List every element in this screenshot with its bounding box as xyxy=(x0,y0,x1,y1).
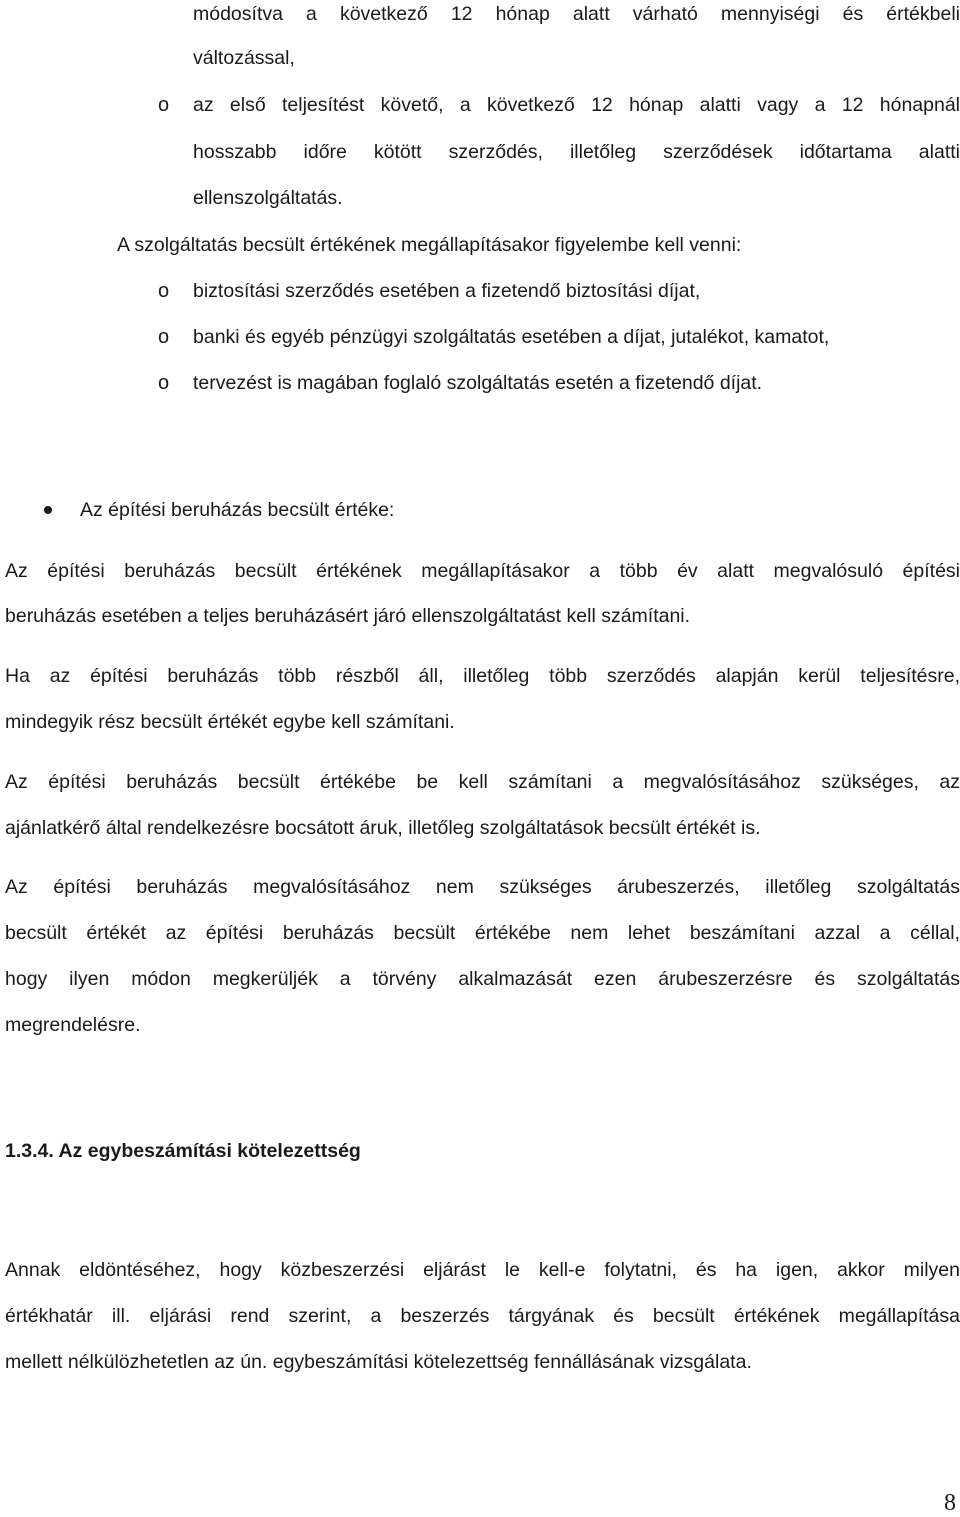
paragraph-line: ajánlatkérő által rendelkezésre bocsátott áruk, illetőleg szolgáltatások becsült értékét is. xyxy=(5,817,761,839)
list-item-text: hosszabb időre kötött szerződés, illetőleg szerződések időtartama alatti xyxy=(193,141,960,163)
paragraph-line: beruházás esetében a teljes beruházásért járó ellenszolgáltatást kell számítani. xyxy=(5,605,691,627)
list-item-text: banki és egyéb pénzügyi szolgáltatás esetében a díjat, jutalékot, kamatot, xyxy=(193,326,830,348)
bullet-icon xyxy=(44,506,52,514)
paragraph-line: Annak eldöntéséhez, hogy közbeszerzési eljárást le kell-e folytatni, és ha igen, akkor milyen xyxy=(5,1259,960,1281)
section-heading: 1.3.4. Az egybeszámítási kötelezettség xyxy=(5,1140,361,1162)
paragraph-line: mellett nélkülözhetetlen az ún. egybeszámítási kötelezettség fennállásának vizsgálata. xyxy=(5,1351,752,1373)
paragraph-line: Ha az építési beruházás több részből áll, illetőleg több szerződés alapján kerül teljesítésre, xyxy=(5,665,960,687)
section-intro: A szolgáltatás becsült értékének megállapításakor figyelembe kell venni: xyxy=(117,234,742,256)
continuation-line: változással, xyxy=(193,47,295,69)
list-marker: o xyxy=(158,94,170,116)
paragraph-line: becsült értékét az építési beruházás becsült értékébe nem lehet beszámítani azzal a céllal, xyxy=(5,922,960,944)
paragraph-line: Az építési beruházás becsült értékébe be kell számítani a megvalósításához szükséges, az xyxy=(5,771,960,793)
page-number: 8 xyxy=(944,1490,956,1516)
paragraph-line: értékhatár ill. eljárási rend szerint, a beszerzés tárgyának és becsült értékének megállapítása xyxy=(5,1305,960,1327)
list-item-text: ellenszolgáltatás. xyxy=(193,187,343,209)
list-marker: o xyxy=(158,372,170,394)
bullet-heading: Az építési beruházás becsült értéke: xyxy=(80,499,395,521)
list-marker: o xyxy=(158,326,170,348)
paragraph-line: Az építési beruházás megvalósításához nem szükséges árubeszerzés, illetőleg szolgáltatás xyxy=(5,876,960,898)
list-marker: o xyxy=(158,280,170,302)
list-item-text: biztosítási szerződés esetében a fizetendő biztosítási díjat, xyxy=(193,280,701,302)
list-item-text: tervezést is magában foglaló szolgáltatás esetén a fizetendő díjat. xyxy=(193,372,763,394)
paragraph-line: Az építési beruházás becsült értékének megállapításakor a több év alatt megvalósuló építési xyxy=(5,560,960,582)
paragraph-line: hogy ilyen módon megkerüljék a törvény alkalmazását ezen árubeszerzésre és szolgáltatás xyxy=(5,968,960,990)
continuation-line: módosítva a következő 12 hónap alatt várható mennyiségi és értékbeli xyxy=(193,3,960,25)
paragraph-line: mindegyik rész becsült értékét egybe kell számítani. xyxy=(5,711,455,733)
list-item-text: az első teljesítést követő, a következő 12 hónap alatti vagy a 12 hónapnál xyxy=(193,94,960,116)
paragraph-line: megrendelésre. xyxy=(5,1014,141,1036)
